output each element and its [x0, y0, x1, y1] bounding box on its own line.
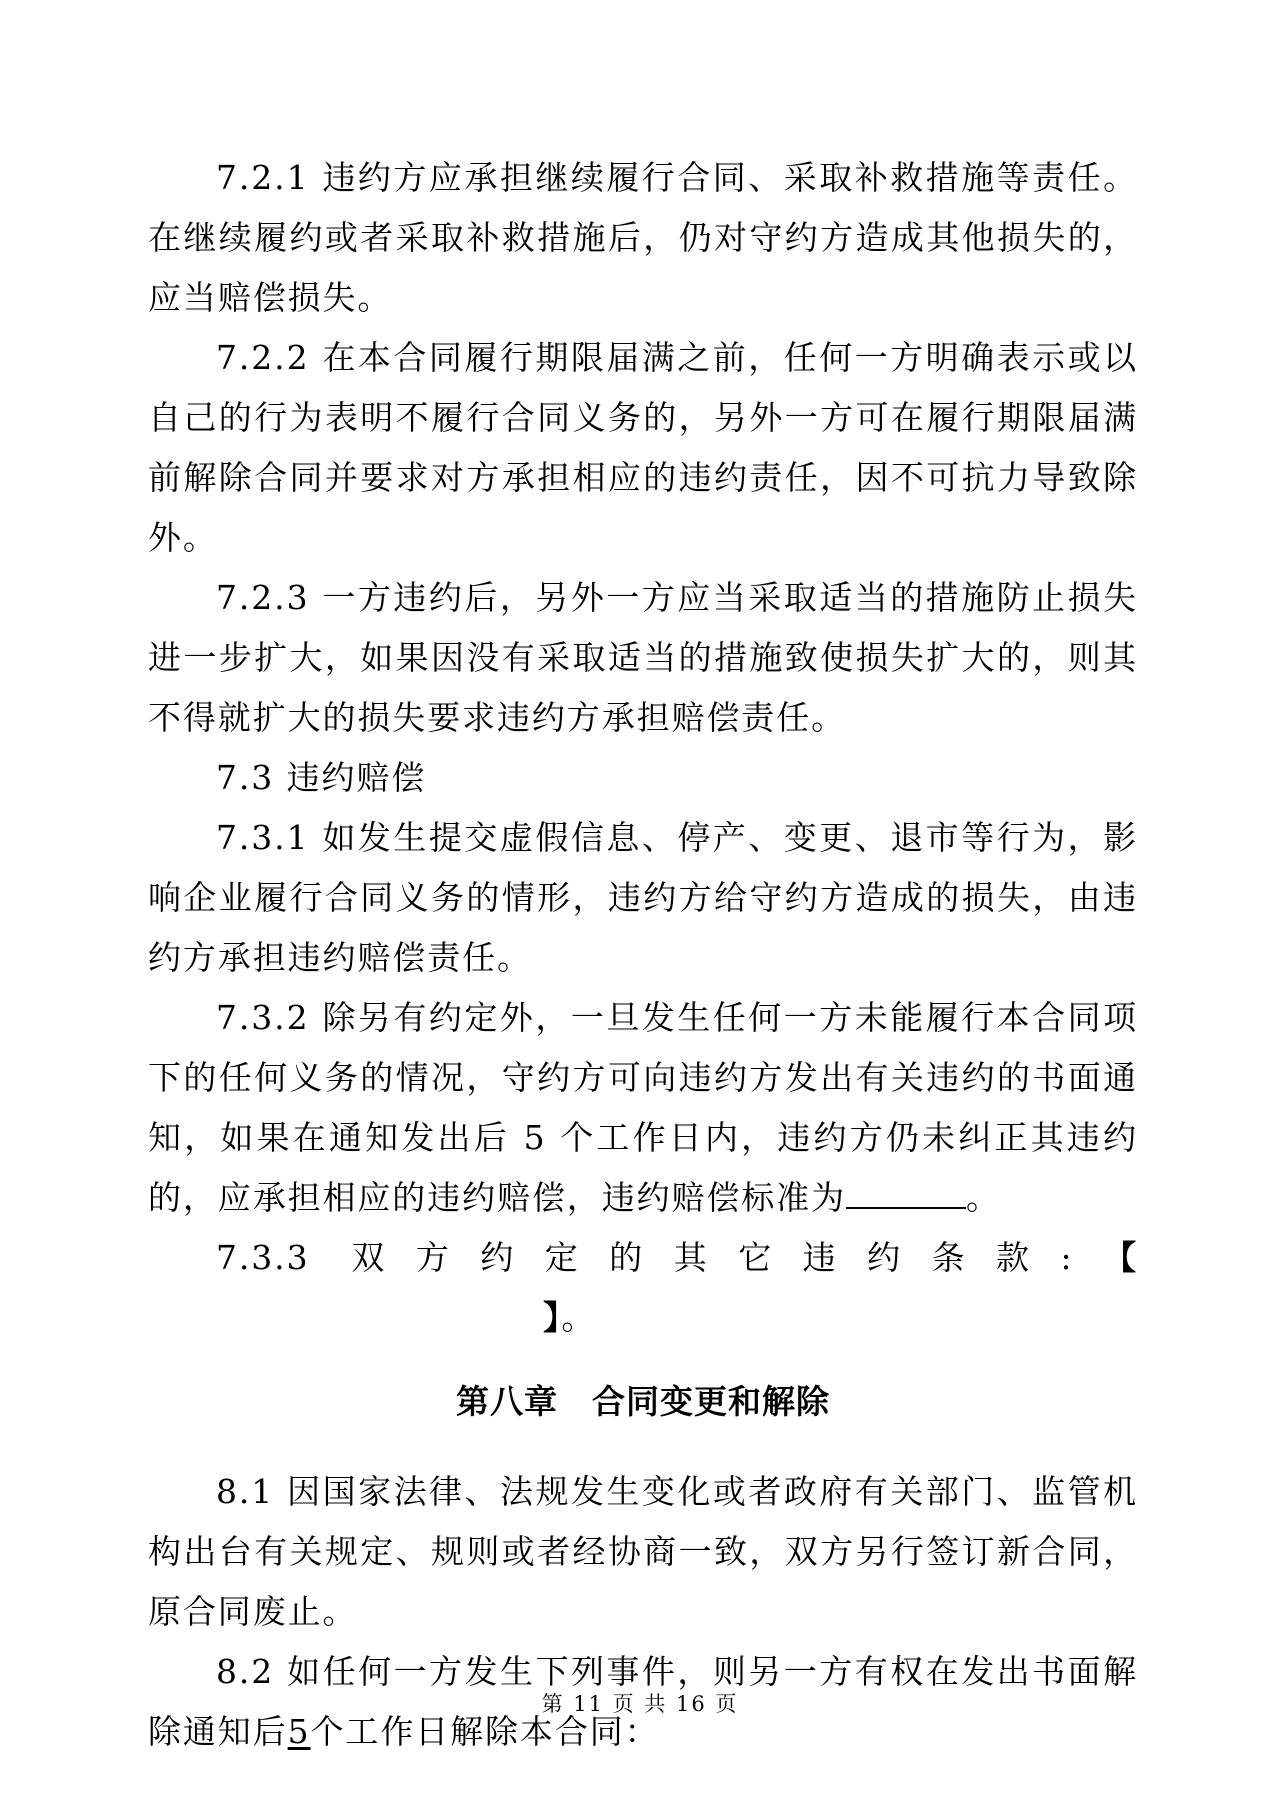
clause-7-3-2-end: 。: [966, 1178, 1001, 1217]
chapter-8-title: 第八章 合同变更和解除: [456, 1382, 830, 1421]
clause-7-3-3-end: 。: [561, 1298, 597, 1337]
clause-8-2-end: 个工作日解除本合同：: [310, 1712, 660, 1751]
clause-7-2-2: 7.2.2 在本合同履行期限届满之前，任何一方明确表示或以自己的行为表明不履行合同义务的，另外一方可在履行期限届满前解除合同并要求对方承担相应的违约责任，因不可抗力导致除外。: [148, 338, 1138, 557]
compensation-standard-blank: [846, 1177, 966, 1209]
clause-7-3-2-text: 7.3.2 除另有约定外，一旦发生任何一方未能履行本合同项下的任何义务的情况，守约方可向违约方发出有关违约的书面通知，如果在通知发出后 5 个工作日内，违约方仍未纠正其违约的，应承担相应的违约赔偿，违约赔偿标准为: [148, 998, 1138, 1217]
clause-7-3-3: [148, 1228, 1138, 1348]
clause-8-2-text: 8.2 如任何一方发生下列事件，则另一方有权在发出书面解除通知后: [148, 1652, 1138, 1751]
termination-days-value: 5: [287, 1712, 311, 1751]
clause-7-3-heading: 7.3 违约赔偿: [216, 758, 427, 797]
clause-7-2-1: 7.2.1 违约方应承担继续履行合同、采取补救措施等责任。在继续履约或者采取补救措施后，仍对守约方造成其他损失的，应当赔偿损失。: [148, 158, 1138, 317]
clause-7-2-3: 7.2.3 一方违约后，另外一方应当采取适当的措施防止损失进一步扩大，如果因没有采取适当的措施致使损失扩大的，则其不得就扩大的损失要求违约方承担赔偿责任。: [148, 578, 1138, 737]
clause-7-3-1: 7.3.1 如发生提交虚假信息、停产、变更、退市等行为，影响企业履行合同义务的情形，违约方给守约方造成的损失，由违约方承担违约赔偿责任。: [148, 818, 1138, 977]
clause-7-3-2: [148, 988, 1138, 1228]
clause-8-1: 8.1 因国家法律、法规发生变化或者政府有关部门、监管机构出台有关规定、规则或者经协商一致，双方另行签订新合同，原合同废止。: [148, 1472, 1138, 1631]
page-footer: 第 11 页 共 16 页: [541, 1692, 739, 1716]
clause-7-3-3-text: 7.3.3 双方约定的其它违约条款:: [216, 1238, 1074, 1277]
document-body: [148, 148, 1138, 1762]
close-bracket: 】: [543, 1298, 562, 1337]
open-bracket: 【: [1073, 1238, 1138, 1277]
